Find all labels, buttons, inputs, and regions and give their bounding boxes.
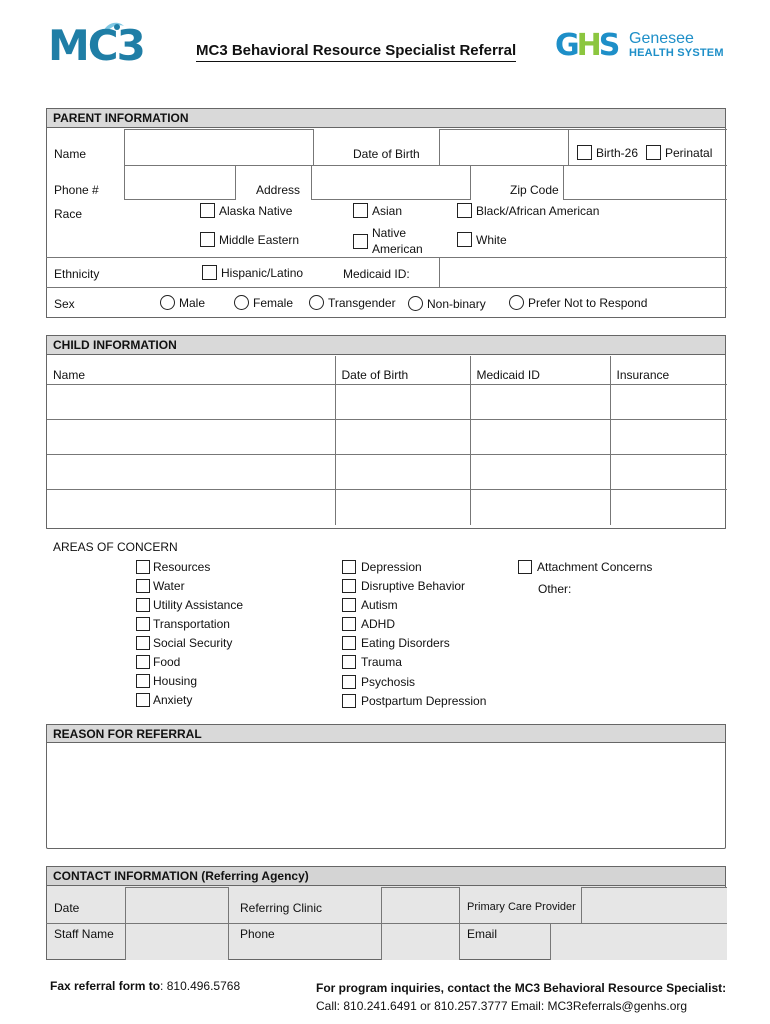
child-dob-field[interactable]	[335, 420, 470, 455]
checkbox[interactable]	[457, 232, 472, 247]
checkbox[interactable]	[342, 617, 356, 631]
concern-adhd[interactable]: ADHD	[342, 615, 395, 632]
parent-dob-label: Date of Birth	[353, 147, 420, 161]
birth26-option[interactable]: Birth-26	[577, 145, 638, 160]
page-title: MC3 Behavioral Resource Specialist Referral	[196, 42, 516, 62]
parent-address-label: Address	[256, 183, 301, 197]
concern-postpartum-depression[interactable]: Postpartum Depression	[342, 692, 486, 709]
child-medicaid-field[interactable]	[470, 385, 610, 420]
contact-pcp-field[interactable]	[581, 887, 727, 924]
race-label: Race	[54, 207, 83, 221]
checkbox[interactable]	[200, 232, 215, 247]
radio[interactable]	[309, 295, 324, 310]
radio[interactable]	[234, 295, 249, 310]
concern-attachment[interactable]: Attachment Concerns	[518, 558, 652, 575]
contact-information-section	[46, 866, 726, 960]
medicaid-id-field[interactable]	[439, 257, 727, 288]
contact-clinic-label: Referring Clinic	[240, 901, 323, 915]
checkbox[interactable]	[342, 636, 356, 650]
perinatal-option[interactable]: Perinatal	[646, 145, 712, 160]
contact-staff-field[interactable]	[125, 923, 229, 960]
checkbox[interactable]	[136, 598, 150, 612]
checkbox[interactable]	[518, 560, 532, 574]
concern-psychosis[interactable]: Psychosis	[342, 673, 415, 690]
sex-option-female[interactable]: Female	[234, 295, 293, 310]
child-insurance-field[interactable]	[610, 490, 727, 525]
concern-utility-assistance[interactable]: Utility Assistance	[136, 596, 243, 613]
program-inquiries	[316, 979, 726, 1015]
hispanic-option[interactable]: Hispanic/Latino	[202, 265, 303, 280]
parent-address-field[interactable]	[311, 165, 471, 200]
table-row	[47, 385, 727, 420]
child-table-header	[47, 356, 727, 385]
parent-information-heading: PARENT INFORMATION	[47, 109, 725, 128]
child-dob-field[interactable]	[335, 385, 470, 420]
contact-phone-field[interactable]	[381, 923, 460, 960]
checkbox[interactable]	[342, 598, 356, 612]
race-option-black[interactable]: Black/African American	[457, 203, 599, 218]
radio[interactable]	[408, 296, 423, 311]
child-information-section	[46, 335, 726, 529]
concern-autism[interactable]: Autism	[342, 596, 398, 613]
child-information-heading: CHILD INFORMATION	[47, 336, 725, 355]
sex-option-prefer-not[interactable]: Prefer Not to Respond	[509, 295, 647, 310]
sex-option-non-binary[interactable]: Non-binary	[408, 296, 486, 311]
concern-resources[interactable]: Resources	[136, 558, 210, 575]
parent-dob-field[interactable]	[439, 129, 569, 166]
concern-other-label: Other:	[538, 582, 572, 596]
checkbox[interactable]	[136, 674, 150, 688]
contact-date-field[interactable]	[125, 887, 229, 924]
sex-option-transgender[interactable]: Transgender	[309, 295, 396, 310]
concern-social-security[interactable]: Social Security	[136, 634, 232, 651]
child-col-name: Name	[47, 356, 335, 385]
contact-date-label: Date	[54, 901, 80, 915]
checkbox[interactable]	[202, 265, 217, 280]
child-table	[47, 356, 727, 525]
checkbox[interactable]	[136, 579, 150, 593]
checkbox[interactable]	[342, 694, 356, 708]
mc3-logo	[48, 20, 158, 68]
concern-depression[interactable]: Depression	[342, 558, 422, 575]
ghs-logo	[555, 30, 730, 66]
ghs-logo-subname: HEALTH SYSTEM	[629, 47, 724, 59]
child-col-dob: Date of Birth	[335, 356, 470, 385]
ghs-logo-name: Genesee	[629, 30, 694, 47]
parent-phone-label: Phone #	[54, 183, 99, 197]
contact-row-divider	[46, 923, 727, 924]
table-row	[47, 455, 727, 490]
child-medicaid-field[interactable]	[470, 455, 610, 490]
child-col-insurance: Insurance	[610, 356, 727, 385]
checkbox[interactable]	[136, 636, 150, 650]
race-option-middle-eastern[interactable]: Middle Eastern	[200, 232, 299, 247]
race-option-asian[interactable]: Asian	[353, 203, 402, 218]
checkbox[interactable]	[136, 655, 150, 669]
contact-email-label: Email	[467, 927, 498, 941]
child-medicaid-field[interactable]	[470, 490, 610, 525]
mc3-logo-text: MC3	[48, 21, 144, 70]
contact-pcp-label: Primary Care Provider	[467, 901, 576, 913]
reason-for-referral-heading: REASON FOR REFERRAL	[46, 724, 726, 743]
parent-name-label: Name	[54, 147, 87, 161]
table-row	[47, 420, 727, 455]
contact-line: Call: 810.241.6491 or 810.257.3777 Email: MC3Referrals@genhs.org	[316, 999, 688, 1013]
race-option-alaska-native[interactable]: Alaska Native	[200, 203, 292, 218]
child-name-field[interactable]	[47, 455, 335, 490]
radio[interactable]	[509, 295, 524, 310]
ethnicity-label: Ethnicity	[54, 267, 100, 281]
concern-disruptive-behavior[interactable]: Disruptive Behavior	[342, 577, 465, 594]
checkbox[interactable]	[353, 234, 368, 249]
birth26-checkbox[interactable]	[577, 145, 592, 160]
fax-label: Fax referral form to	[50, 979, 161, 993]
concern-trauma[interactable]: Trauma	[342, 653, 402, 670]
parent-phone-field[interactable]	[124, 165, 236, 200]
parent-information-section	[46, 108, 726, 318]
child-name-field[interactable]	[47, 420, 335, 455]
checkbox[interactable]	[342, 579, 356, 593]
inquiry-line: For program inquiries, contact the MC3 Behavioral Resource Specialist:	[316, 981, 727, 995]
child-name-field[interactable]	[47, 490, 335, 525]
contact-email-field[interactable]	[550, 923, 727, 960]
sex-label: Sex	[54, 297, 75, 311]
checkbox[interactable]	[200, 203, 215, 218]
areas-of-concern-heading: AREAS OF CONCERN	[53, 540, 178, 554]
reason-for-referral-section	[46, 724, 726, 849]
checkbox[interactable]	[342, 560, 356, 574]
sex-option-male[interactable]: Male	[160, 295, 205, 310]
parent-name-field[interactable]	[124, 129, 314, 166]
concern-transportation[interactable]: Transportation	[136, 615, 230, 632]
child-medicaid-field[interactable]	[470, 420, 610, 455]
checkbox[interactable]	[136, 560, 150, 574]
child-name-field[interactable]	[47, 385, 335, 420]
checkbox[interactable]	[136, 693, 150, 707]
parent-zip-field[interactable]	[563, 165, 727, 200]
concern-housing[interactable]: Housing	[136, 672, 197, 689]
concern-food[interactable]: Food	[136, 653, 180, 670]
child-insurance-field[interactable]	[610, 455, 727, 490]
contact-information-heading: CONTACT INFORMATION (Referring Agency)	[47, 867, 725, 886]
child-insurance-field[interactable]	[610, 420, 727, 455]
child-insurance-field[interactable]	[610, 385, 727, 420]
race-option-native-american[interactable]: Native American	[353, 225, 432, 257]
concern-anxiety[interactable]: Anxiety	[136, 691, 192, 708]
child-col-medicaid: Medicaid ID	[470, 356, 610, 385]
concern-water[interactable]: Water	[136, 577, 185, 594]
child-dob-field[interactable]	[335, 490, 470, 525]
checkbox[interactable]	[136, 617, 150, 631]
ghs-logo-mark: GHS	[555, 28, 618, 63]
table-row	[47, 490, 727, 525]
concern-eating-disorders[interactable]: Eating Disorders	[342, 634, 450, 651]
race-option-white[interactable]: White	[457, 232, 507, 247]
fax-info	[50, 979, 240, 993]
checkbox[interactable]	[342, 655, 356, 669]
checkbox[interactable]	[342, 675, 356, 689]
contact-phone-label: Phone	[240, 927, 275, 941]
medicaid-id-label: Medicaid ID:	[343, 267, 410, 281]
parent-zip-label: Zip Code	[510, 183, 559, 197]
child-dob-field[interactable]	[335, 455, 470, 490]
contact-staff-label: Staff Name	[54, 927, 114, 941]
radio[interactable]	[160, 295, 175, 310]
checkbox[interactable]	[353, 203, 368, 218]
checkbox[interactable]	[457, 203, 472, 218]
reason-for-referral-field[interactable]	[46, 742, 726, 849]
perinatal-checkbox[interactable]	[646, 145, 661, 160]
fax-number: : 810.496.5768	[160, 979, 241, 993]
contact-clinic-field[interactable]	[381, 887, 460, 924]
